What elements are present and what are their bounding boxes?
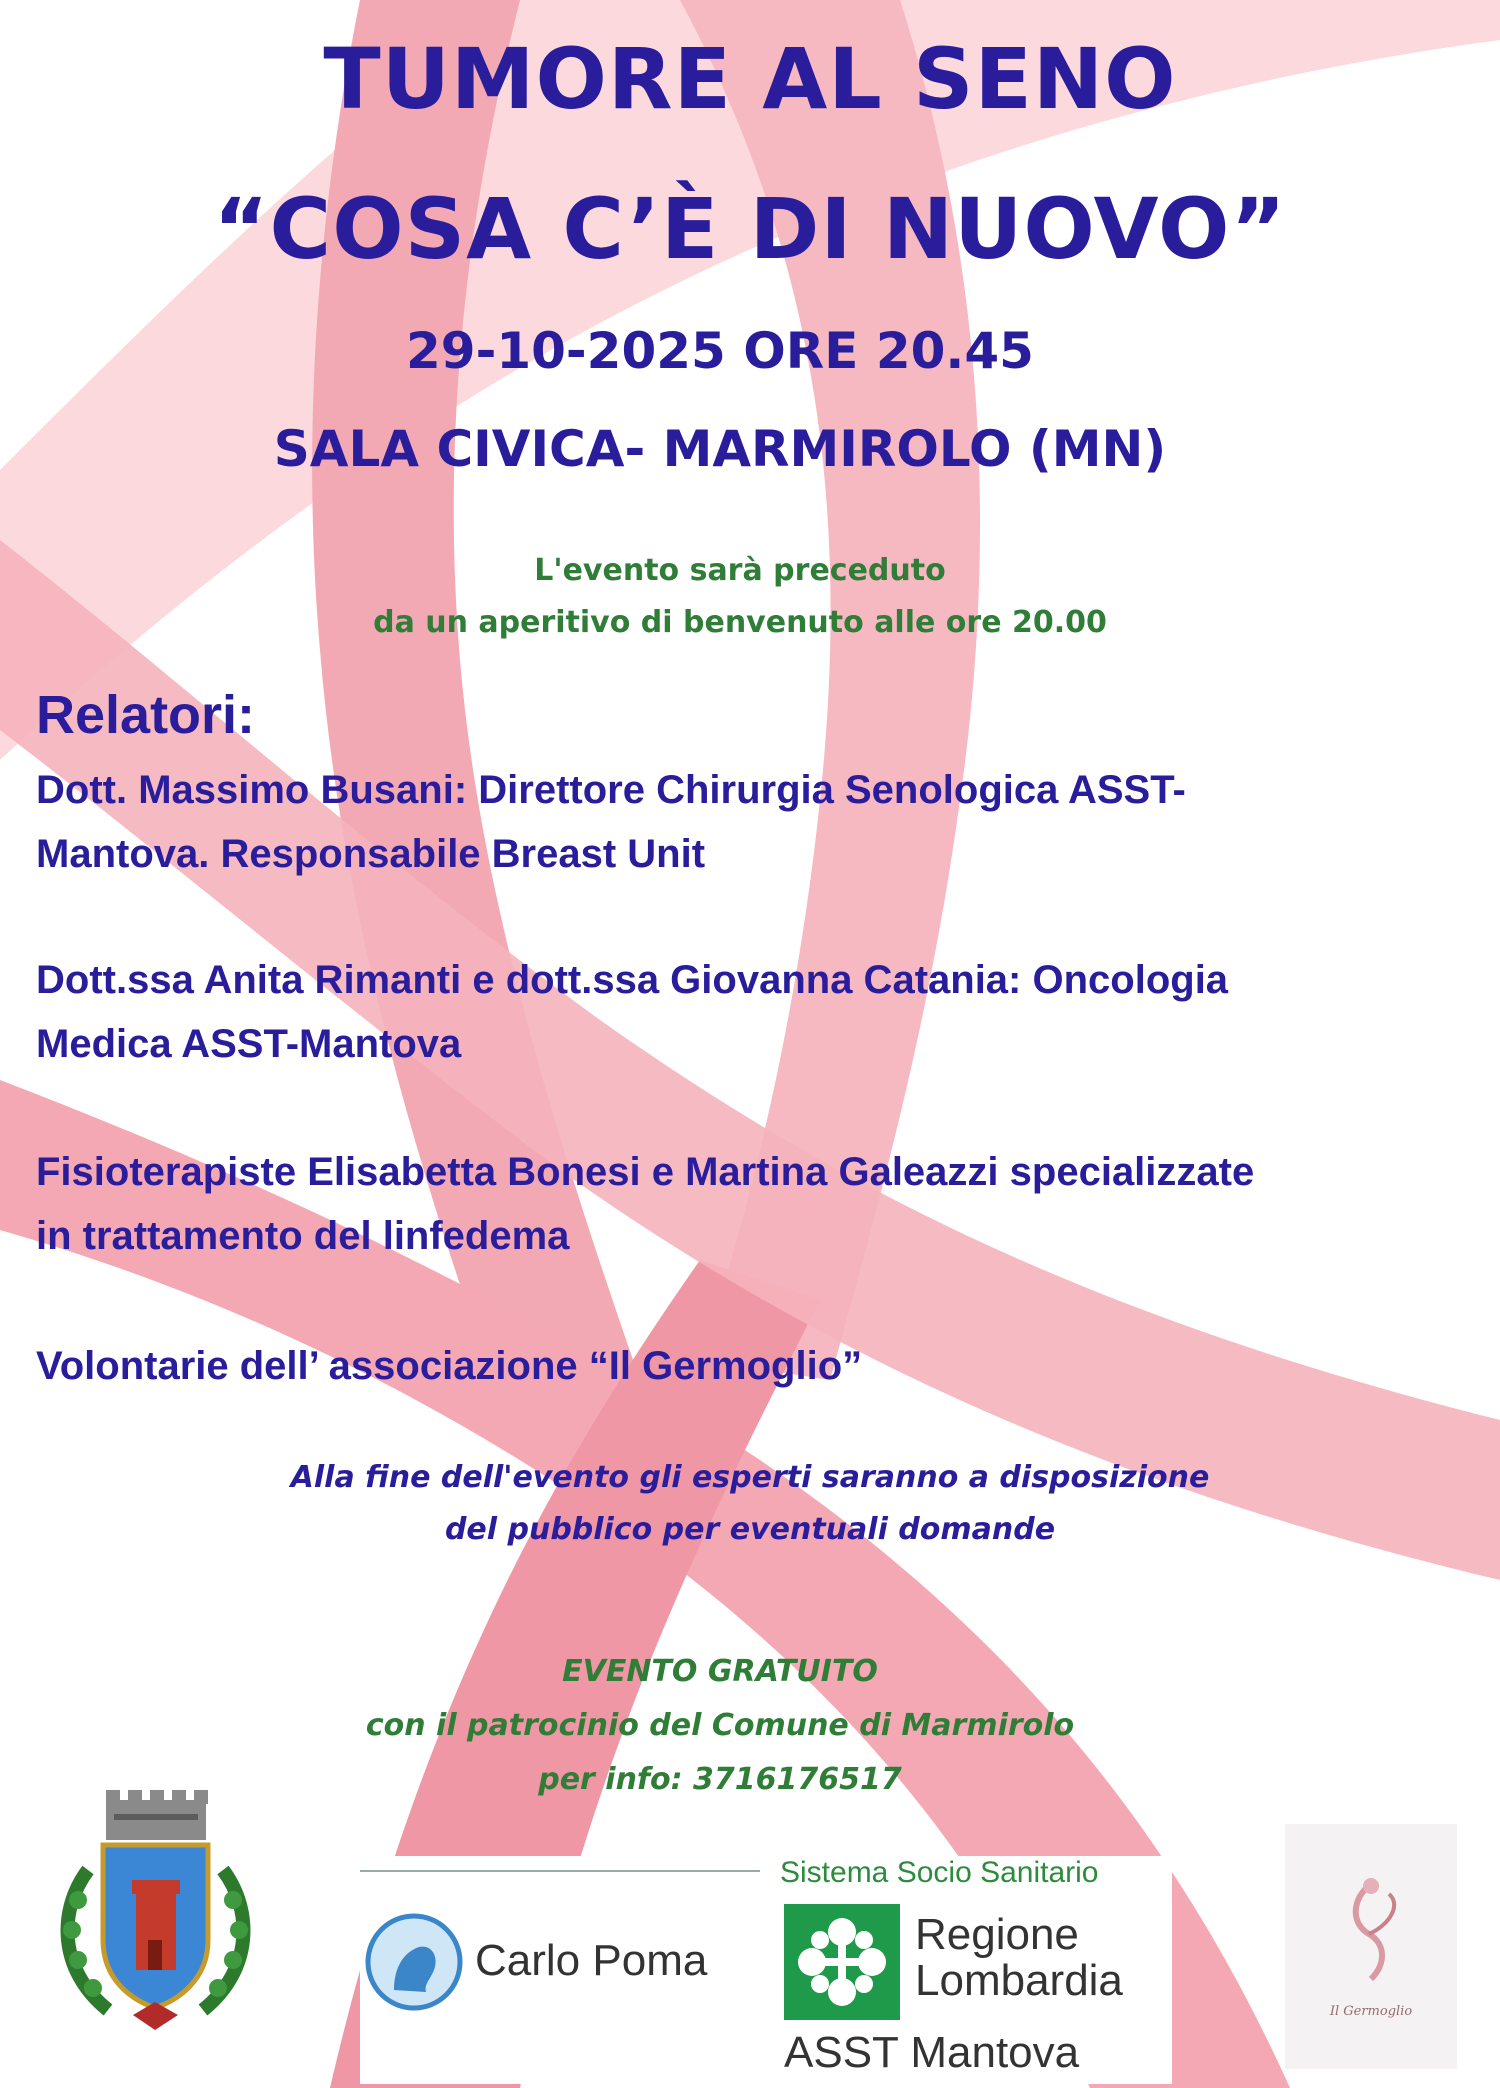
regione-line-2: Lombardia <box>915 1956 1123 2005</box>
carlo-poma-label: Carlo Poma <box>475 1936 708 1985</box>
info-phone: per info: 3716176517 <box>538 1762 902 1797</box>
event-datetime: 29-10-2025 ORE 20.45 <box>406 322 1034 380</box>
relatori-heading: Relatori: <box>36 685 256 745</box>
closing-line-1: Alla fine dell'evento gli esperti saranno a disposizione <box>290 1460 1210 1495</box>
regione-line-1: Regione <box>915 1910 1079 1959</box>
speaker-2 <box>36 948 1480 1076</box>
speaker-4 <box>36 1334 1480 1398</box>
logo-divider <box>360 1870 760 1872</box>
asst-mantova-label: ASST Mantova <box>784 2028 1080 2077</box>
carlo-poma-medallion-icon <box>364 1912 464 2012</box>
title-line-1: TUMORE AL SENO <box>323 30 1177 128</box>
speaker-1 <box>36 758 1480 886</box>
il-germoglio-logo <box>1285 1824 1457 2069</box>
title-line-2: “COSA C’È DI NUOVO” <box>213 180 1287 278</box>
speaker-3-line-1: Fisioterapiste Elisabetta Bonesi e Martina Galeazzi specializzate <box>36 1150 1255 1194</box>
evento-gratuito: EVENTO GRATUITO <box>562 1654 878 1689</box>
speaker-3-line-2: in trattamento del linfedema <box>36 1214 570 1258</box>
aperitivo-line-1: L'evento sarà preceduto <box>534 553 946 588</box>
event-location: SALA CIVICA- MARMIROLO (MN) <box>273 420 1167 478</box>
regione-lombardia-label <box>915 1912 1123 2004</box>
asst-logo-block <box>360 1856 1172 2084</box>
rosa-camuna-icon <box>784 1904 900 2020</box>
speaker-2-line-2: Medica ASST-Mantova <box>36 1022 462 1066</box>
sistema-socio-sanitario: Sistema Socio Sanitario <box>780 1856 1099 1889</box>
patronage: con il patrocinio del Comune di Marmirolo <box>365 1708 1075 1743</box>
germoglio-figure-icon <box>1331 1874 1411 1984</box>
closing-line-2: del pubblico per eventuali domande <box>444 1512 1056 1547</box>
marmirolo-crest-icon <box>48 1790 263 2040</box>
germoglio-label: Il Germoglio <box>1329 2004 1413 2019</box>
speaker-1-line-2: Mantova. Responsabile Breast Unit <box>36 832 706 876</box>
aperitivo-line-2: da un aperitivo di benvenuto alle ore 20.00 <box>373 605 1107 640</box>
speaker-3 <box>36 1140 1480 1268</box>
speaker-4-line-1: Volontarie dell’ associazione “Il Germoglio” <box>36 1344 863 1388</box>
speaker-2-line-1: Dott.ssa Anita Rimanti e dott.ssa Giovanna Catania: Oncologia <box>36 958 1229 1002</box>
speaker-1-line-1: Dott. Massimo Busani: Direttore Chirurgia Senologica ASST- <box>36 768 1186 812</box>
